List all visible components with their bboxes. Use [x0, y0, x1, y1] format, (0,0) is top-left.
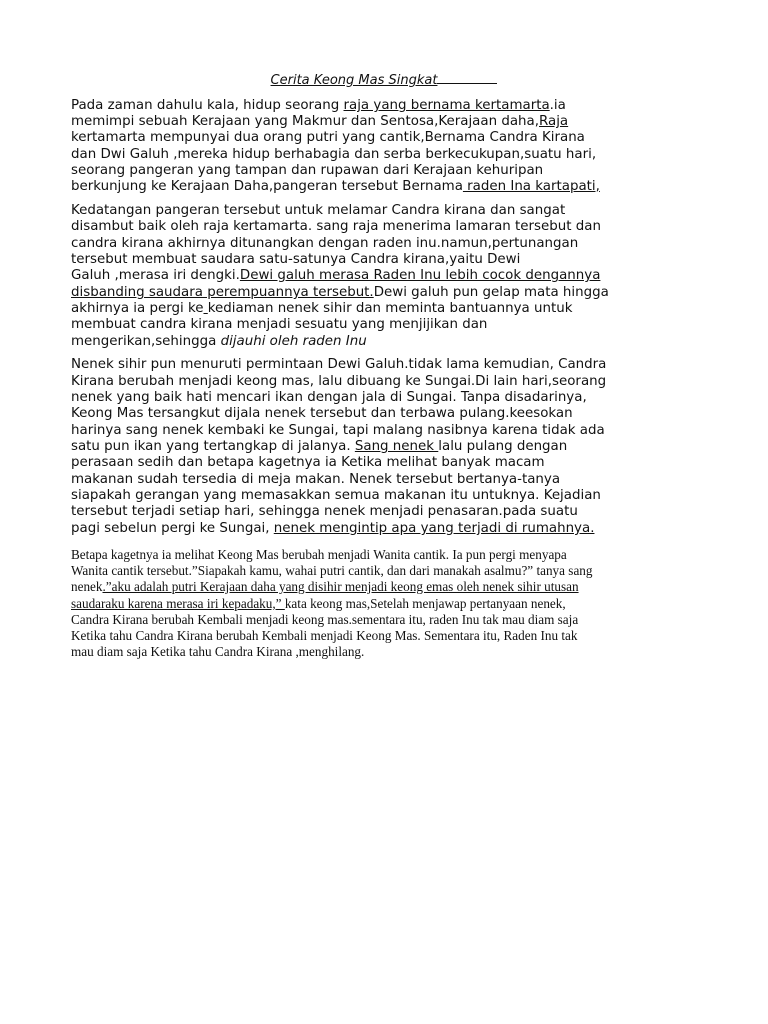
text-line: Betapa kagetnya ia melihat Keong Mas berubah menjadi Wanita cantik. Ia pun pergi menyapa [71, 547, 567, 562]
text-line: tersebut terjadi setiap hari, sehingga nenek menjadi penasaran.pada suatu [71, 504, 578, 519]
text-span: Dewi galuh pun gelap mata hingga [373, 285, 609, 300]
text-span: kata keong mas,Setelah menjawap pertanyaan nenek, [284, 596, 566, 611]
text-line: makanan sudah tersedia di meja makan. Nenek tersebut bertanya-tanya [71, 472, 561, 487]
text-line [71, 284, 609, 301]
text-line: disambut baik oleh raja kertamarta. sang raja menerima lamaran tersebut dan [71, 219, 601, 234]
text-line: tersebut membuat saudara satu-satunya Candra kirana,yaitu Dewi [71, 252, 521, 267]
text-line: Nenek sihir pun menuruti permintaan Dewi Galuh.tidak lama kemudian, Candra [71, 357, 607, 372]
text-line: kertamarta mempunyai dua orang putri yang cantik,Bernama Candra Kirana [71, 130, 585, 145]
italic-text: dijauhi oleh raden Inu [216, 334, 367, 349]
text-line [71, 300, 572, 317]
text-line [71, 333, 367, 350]
underlined-text: raja yang bernama kertamarta [343, 98, 550, 113]
text-line: seorang pangeran yang tampan dan rupawan dari Kerajaan kehuripan [71, 163, 544, 178]
text-span: mengerikan,sehingga [71, 334, 217, 349]
text-line: Candra Kirana berubah Kembali menjadi keong mas.sementara itu, raden Inu tak mau diam saja [71, 612, 579, 627]
underlined-text: Dewi galuh merasa Raden Inu lebih cocok dengannya [239, 268, 601, 283]
text-line: Keong Mas tersangkut dijala nenek tersebut dan terbawa pulang.keesokan [71, 406, 573, 421]
text-line: Ketika tahu Candra Kirana berubah Kembali menjadi Keong Mas. Sementara itu, Raden Inu tak [71, 628, 578, 643]
text-line [71, 595, 566, 612]
text-line [71, 438, 567, 455]
underlined-text: nenek mengintip apa yang terjadi di rumahnya. [273, 521, 595, 536]
underlined-text: Sang nenek [354, 439, 439, 454]
text-line: membuat candra kirana menjadi sesuatu yang menjijikan dan [71, 317, 488, 332]
text-line [71, 520, 594, 537]
underlined-text: disbanding saudara perempuannya tersebut. [71, 285, 374, 300]
underlined-text: raden Ina kartapati, [462, 179, 600, 194]
text-line: Kirana berubah menjadi keong mas, lalu dibuang ke Sungai.Di lain hari,seorang [71, 374, 607, 389]
text-span: nenek [71, 579, 103, 594]
text-span: lalu pulang dengan [438, 439, 568, 454]
text-line: harinya sang nenek kembaki ke Sungai, tapi malang nasibnya karena tidak ada [71, 423, 605, 438]
underlined-text: Raja [539, 114, 569, 129]
text-line [71, 578, 579, 595]
text-span: memimpi sebuah Kerajaan yang Makmur dan Sentosa,Kerajaan daha, [71, 114, 539, 129]
title-underline-fill [437, 71, 497, 84]
text-line [71, 267, 600, 284]
document-title [0, 71, 768, 90]
text-span: akhirnya ia pergi ke [71, 301, 204, 316]
underlined-text: .”aku adalah putri Kerajaan daha yang disihir menjadi keong emas oleh nenek sihir utusan [102, 579, 579, 594]
text-line: dan Dwi Galuh ,mereka hidup berhabagia dan serba berkecukupan,suatu hari, [71, 147, 597, 162]
text-line [71, 97, 566, 114]
underlined-text: saudaraku karena merasa iri kepadaku,” [71, 596, 285, 611]
title-text: Cerita Keong Mas Singkat [270, 73, 438, 88]
text-line: Kedatangan pangeran tersebut untuk melamar Candra kirana dan sangat [71, 203, 566, 218]
text-line: siapakah gerangan yang memasakkan semua makanan itu untuknya. Kejadian [71, 488, 601, 503]
text-line: perasaan sedih dan betapa kagetnya ia Ketika melihat banyak macam [71, 455, 545, 470]
text-span: Galuh ,merasa iri dengki. [71, 268, 240, 283]
text-span: satu pun ikan yang tertangkap di jalanya. [71, 439, 355, 454]
text-line: nenek yang baik hati mencari ikan dengan jala di Sungai. Tanpa disadarinya, [71, 390, 587, 405]
text-span: berkunjung ke Kerajaan Daha,pangeran tersebut Bernama [71, 179, 463, 194]
text-span: Pada zaman dahulu kala, hidup seorang [71, 98, 344, 113]
text-line [71, 113, 568, 130]
text-line: mau diam saja Ketika tahu Candra Kirana ,menghilang. [71, 644, 365, 659]
text-line: Wanita cantik tersebut.”Siapakah kamu, wahai putri cantik, dan dari manakah asalmu?” tanya sang [71, 563, 593, 578]
text-span: kediaman nenek sihir dan meminta bantuannya untuk [207, 301, 573, 316]
text-line [71, 178, 600, 195]
text-line: candra kirana akhirnya ditunangkan dengan raden inu.namun,pertunangan [71, 236, 579, 251]
text-span: pagi sebelun pergi ke Sungai, [71, 521, 274, 536]
text-span: .ia [549, 98, 566, 113]
